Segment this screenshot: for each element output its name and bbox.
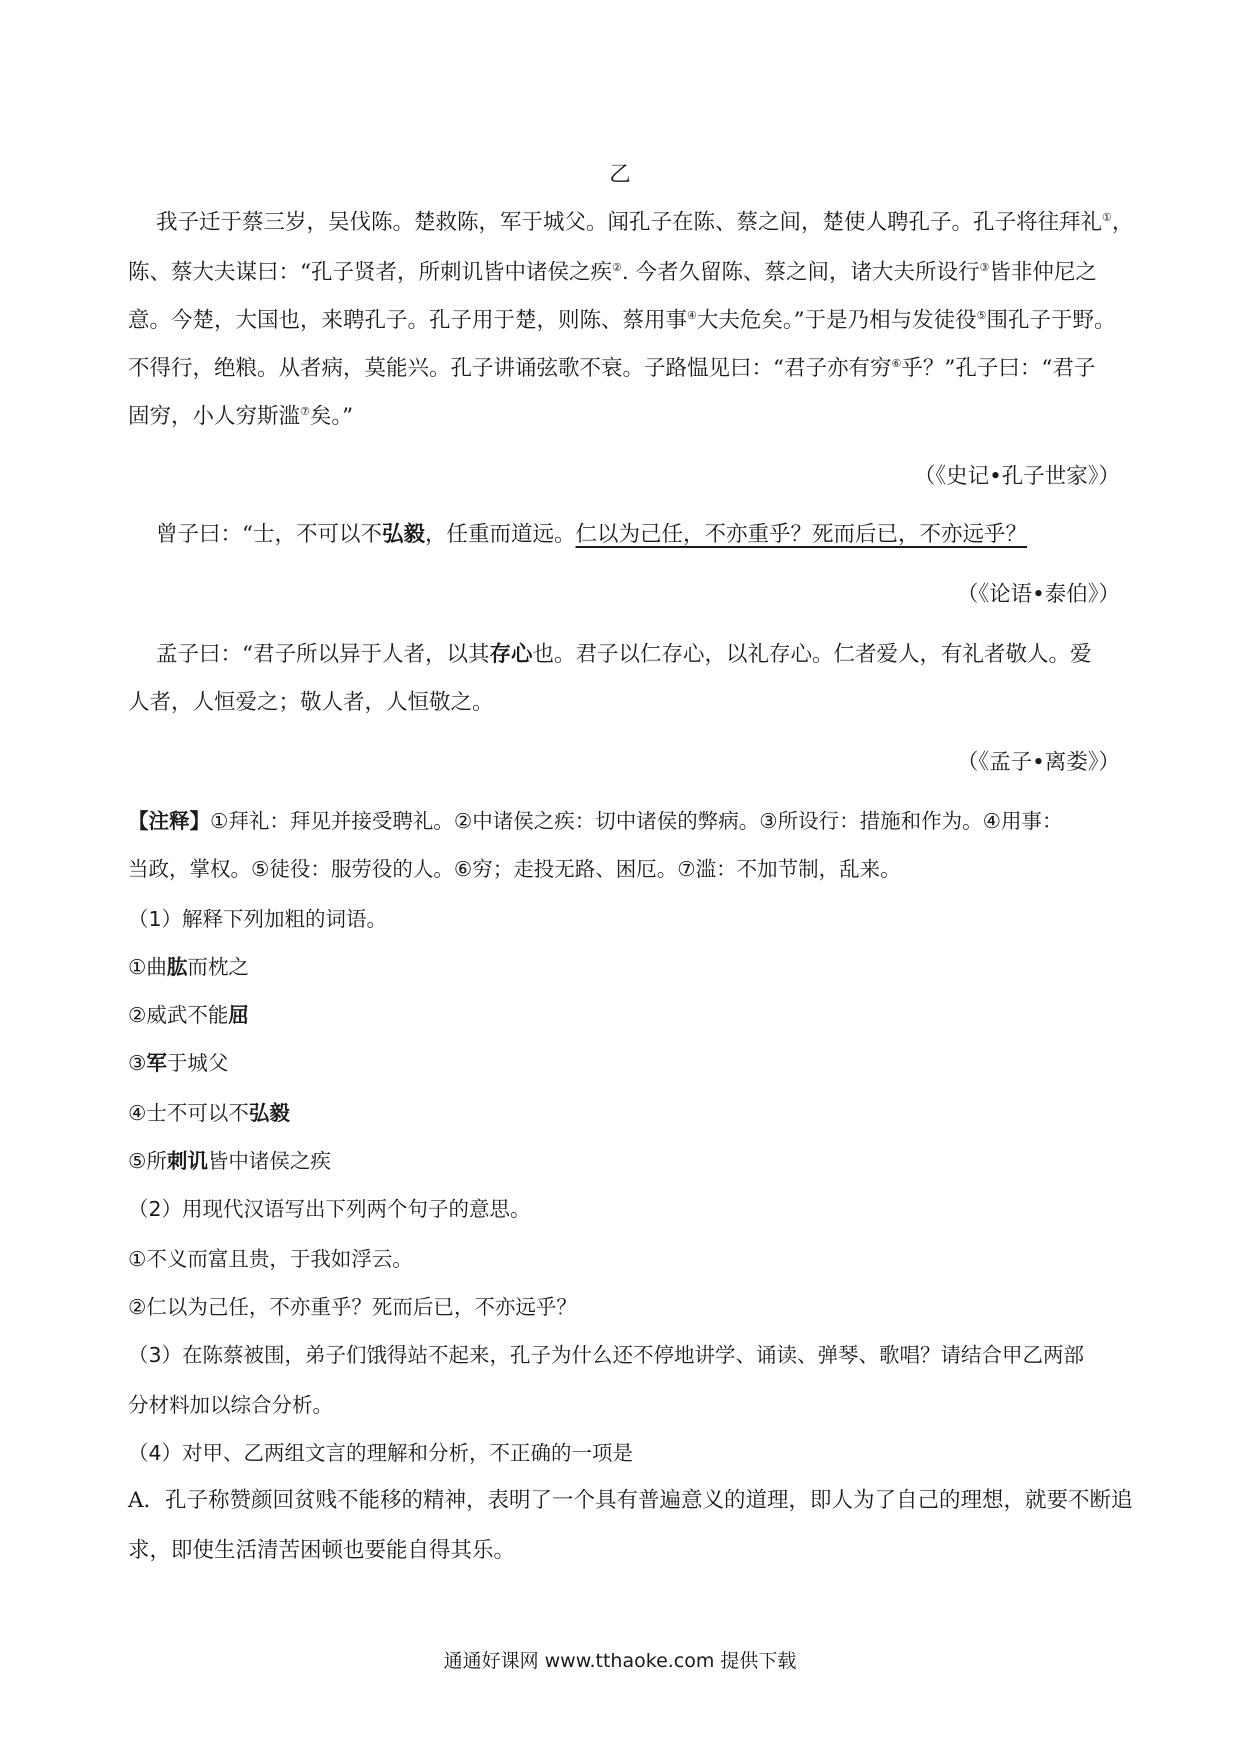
q4-option-a-line-1: A．孔子称赞颜回贫贱不能移的精神，表明了一个具有普遍意义的道理，即人为了自己的理想，就要不断追 (128, 1488, 1133, 1513)
text: 皆中诸侯之疾 (207, 1149, 331, 1173)
notes-line-2: 当政，掌权。⑤徒役：服劳役的人。⑥穷；走投无路、困厄。⑦滥：不加节制，乱来。 (128, 857, 901, 881)
passage1-line-4 (128, 354, 1095, 384)
underlined-sentence: 仁以为己任，不亦重乎？死而后已，不亦远乎？ (575, 522, 1028, 547)
text: 大夫危矣。”于是乃相与发徒役 (696, 308, 977, 333)
footnote-marker: ② (612, 260, 622, 274)
q1-item-2 (128, 1000, 249, 1030)
notes-line-1 (128, 806, 1063, 836)
bold-term: 肱 (166, 955, 188, 979)
text: 固穷，小人穷斯滥 (128, 404, 301, 429)
bold-term: 弘毅 (248, 1101, 290, 1125)
text: 围孔子于野。 (986, 308, 1116, 333)
q4-option-a-line-2: 求，即使生活清苦困顿也要能自得其乐。 (128, 1538, 516, 1563)
text: . 今者久留陈、蔡之间，诸大夫所设行 (621, 260, 980, 285)
notes-label: 【注释】 (128, 809, 210, 833)
q2-sentence-2: ②仁以为己任，不亦重乎？死而后已，不亦远乎？ (128, 1295, 577, 1319)
bold-term: 存心 (489, 642, 533, 667)
passage2-source: （《论语•泰伯》） (956, 582, 1120, 607)
footnote-marker: ④ (687, 308, 697, 322)
text: ①拜礼：拜见并接受聘礼。②中诸侯之疾：切中诸侯的弊病。③所设行：措施和作为。④用事： (210, 809, 1063, 833)
text: ④士不可以不 (128, 1101, 249, 1125)
text: 不得行，绝粮。从者病，莫能兴。孔子讲诵弦歌不衰。子路愠见曰：“君子亦有穷 (128, 356, 892, 381)
bold-term: 弘毅 (382, 522, 426, 547)
q2-sentence-1: ①不义而富且贵，于我如浮云。 (128, 1247, 413, 1271)
q1-stem: （1）解释下列加粗的词语。 (128, 907, 388, 931)
footnote-marker: ① (1102, 210, 1112, 224)
footnote-marker: ⑦ (300, 404, 310, 418)
passage1-line-3 (128, 306, 1116, 336)
text: ②威武不能 (128, 1003, 229, 1027)
text: 孟子曰：“君子所以异于人者，以其 (156, 642, 490, 667)
passage3-source: （《孟子•离娄》） (956, 750, 1120, 775)
text: 而枕之 (187, 955, 249, 979)
text: ， (1111, 210, 1134, 235)
q3-line-1: （3）在陈蔡被围，弟子们饿得站不起来，孔子为什么还不停地讲学、诵读、弹琴、歌唱？请结合甲乙两部 (128, 1343, 1085, 1367)
footnote-marker: ③ (979, 260, 990, 274)
text: 皆非仲尼之 (989, 260, 1097, 285)
text: 矣。” (309, 404, 354, 429)
text: 我子迁于蔡三岁，吴伐陈。楚救陈，军于城父。闻孔子在陈、蔡之间，楚使人聘孔子。孔子将往拜礼 (156, 210, 1103, 235)
q1-item-3 (128, 1048, 228, 1078)
q1-item-5 (128, 1146, 331, 1176)
bold-term: 刺讥 (166, 1149, 208, 1173)
text: 乎？”孔子曰：“君子 (901, 356, 1096, 381)
passage3-line-1 (156, 640, 1092, 670)
q2-stem: （2）用现代汉语写出下列两个句子的意思。 (128, 1197, 531, 1221)
footnote-marker: ⑤ (976, 308, 987, 322)
text: 也。君子以仁存心，以礼存心。仁者爱人，有礼者敬人。爱 (532, 642, 1092, 667)
q1-item-4 (128, 1098, 290, 1128)
text: 于城父 (166, 1051, 229, 1075)
passage1-line-5 (128, 402, 353, 432)
bold-term: 屈 (228, 1003, 249, 1027)
text: ③ (128, 1051, 147, 1075)
page-footer: 通通好课网 www.tthaoke.com 提供下载 (443, 1650, 797, 1672)
text: 陈、蔡大夫谋曰：“孔子贤者，所刺讥皆中诸侯之疾 (128, 260, 612, 285)
passage1-line-1 (156, 208, 1133, 238)
q4-stem: （4）对甲、乙两组文言的理解和分析，不正确的一项是 (128, 1441, 634, 1465)
q1-item-1 (128, 952, 249, 982)
passage1-source: （《史记•孔子世家》） (913, 464, 1120, 489)
text: ①曲 (128, 955, 167, 979)
text: 曾子曰：“士，不可以不 (156, 522, 382, 547)
passage1-line-2 (128, 258, 1097, 288)
text: ，任重而道远。 (425, 522, 576, 547)
q3-line-2: 分材料加以综合分析。 (128, 1393, 333, 1417)
bold-term: 军 (146, 1051, 167, 1075)
section-label: 乙 (609, 162, 631, 187)
passage2-line (156, 520, 1027, 550)
passage3-line-2: 人者，人恒爱之；敬人者，人恒敬之。 (128, 690, 494, 715)
text: 意。今楚，大国也，来聘孔子。孔子用于楚，则陈、蔡用事 (128, 308, 688, 333)
text: ⑤所 (128, 1149, 167, 1173)
footnote-marker: ⑥ (891, 356, 902, 370)
